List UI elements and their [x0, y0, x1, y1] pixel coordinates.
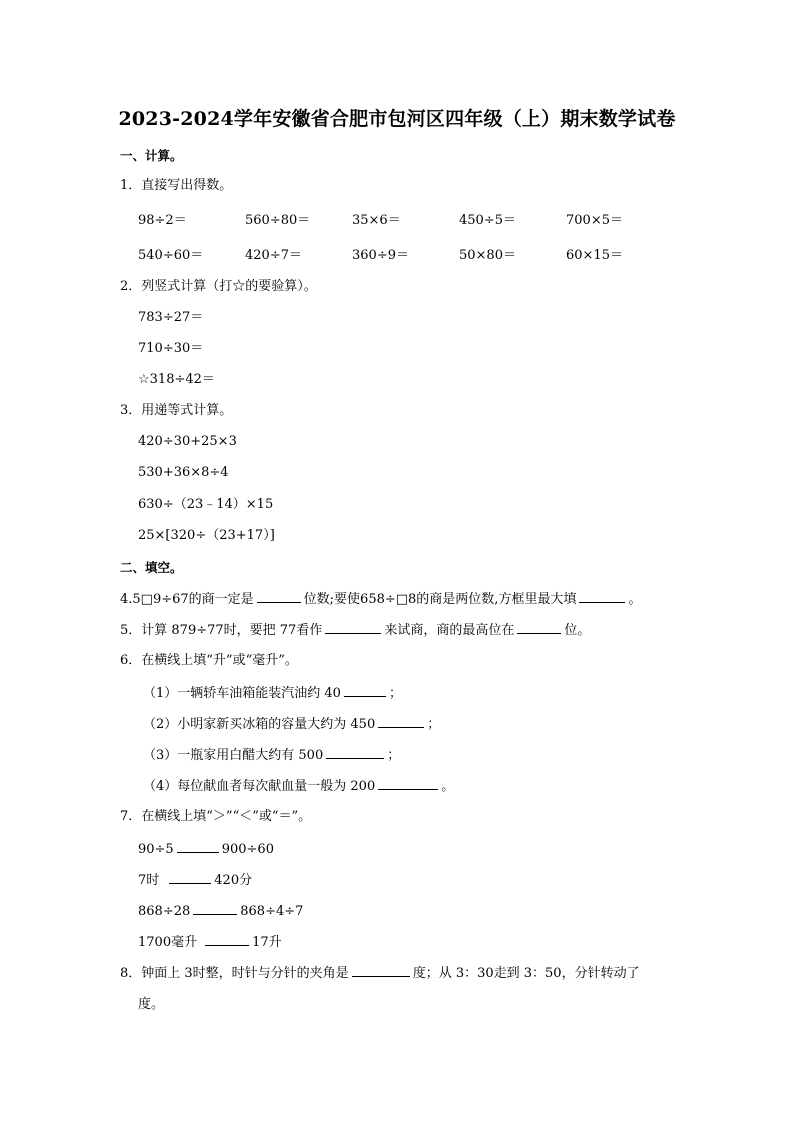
answer-blank[interactable]	[177, 840, 219, 853]
q7-right: 868÷4÷7	[240, 904, 304, 919]
answer-blank[interactable]	[344, 684, 386, 697]
answer-blank[interactable]	[257, 590, 301, 603]
q7-right: 900÷60	[221, 842, 274, 857]
q6-item-text: （2）小明家新买冰箱的容量大约为 450	[143, 717, 376, 732]
q7-right: 420分	[214, 873, 253, 888]
q1-item: 420÷7＝	[245, 248, 302, 263]
q7-item	[138, 902, 303, 921]
q6-item	[143, 777, 454, 796]
q7-left: 7时	[138, 873, 160, 888]
q1-item: 560÷80＝	[245, 213, 311, 228]
question-3-label: 3．用递等式计算。	[120, 403, 233, 418]
q1-item: 60×15＝	[566, 248, 623, 263]
answer-blank[interactable]	[193, 902, 237, 915]
q5-text-c: 位。	[564, 623, 591, 638]
question-6-label: 6．在横线上填“升”或“毫升”。	[120, 653, 298, 668]
answer-blank[interactable]	[169, 871, 211, 884]
q6-item-text: （4）每位献血者每次献血量一般为 200	[143, 779, 376, 794]
q6-item-text: （3）一瓶家用白醋大约有 500	[143, 748, 324, 763]
q1-item: 50×80＝	[459, 248, 516, 263]
q4-text-b: 位数;要使658÷□8的商是两位数,方框里最大填	[303, 592, 577, 607]
q8-continuation: 度。	[138, 997, 165, 1012]
question-4	[120, 590, 641, 609]
answer-blank[interactable]	[517, 621, 561, 634]
answer-blank[interactable]	[325, 621, 381, 634]
page-title: 2023-2024学年安徽省合肥市包河区四年级（上）期末数学试卷	[118, 108, 676, 130]
q2-item: ☆318÷42＝	[138, 372, 215, 387]
answer-blank[interactable]	[326, 746, 384, 759]
q4-text-c: 。	[628, 592, 642, 607]
section-heading-calc: 一、计算。	[120, 148, 183, 163]
q1-item: 98÷2＝	[138, 213, 187, 228]
q3-item: 530+36×8÷4	[138, 465, 229, 480]
q1-item: 540÷60＝	[138, 248, 204, 263]
q7-item	[138, 933, 282, 952]
q7-item	[138, 840, 274, 859]
question-5	[120, 621, 590, 640]
q8-text-a: 8．钟面上 3时整，时针与分针的夹角是	[120, 966, 349, 981]
q5-text-a: 5．计算 879÷77时，要把 77看作	[120, 623, 323, 638]
q7-item	[138, 871, 252, 890]
question-1-label: 1．直接写出得数。	[120, 178, 233, 193]
q6-item-end: ；	[427, 717, 441, 732]
q6-item	[143, 715, 440, 734]
q5-text-b: 来试商，商的最高位在	[384, 623, 515, 638]
q3-item: 630÷（23﹣14）×15	[138, 497, 274, 512]
answer-blank[interactable]	[378, 715, 424, 728]
answer-blank[interactable]	[205, 933, 249, 946]
question-7-label: 7．在横线上填“＞”“＜”或“＝”。	[120, 809, 312, 824]
q1-item: 700×5＝	[566, 213, 623, 228]
q6-item-end: ；	[387, 748, 401, 763]
q6-item	[143, 746, 400, 765]
q8-text-b: 度；从 3：30走到 3：50，分针转动了	[412, 966, 640, 981]
q3-item: 420÷30+25×3	[138, 434, 237, 449]
q6-item	[143, 684, 402, 703]
answer-blank[interactable]	[579, 590, 625, 603]
q7-left: 1700毫升	[138, 935, 198, 950]
q7-left: 90÷5	[138, 842, 174, 857]
q6-item-end: ；	[388, 686, 402, 701]
q7-right: 17升	[252, 935, 282, 950]
q2-item: 710÷30＝	[138, 341, 204, 356]
answer-blank[interactable]	[378, 777, 438, 790]
answer-blank[interactable]	[352, 964, 410, 977]
q4-text-a: 4.5□9÷67的商一定是	[120, 592, 254, 607]
q1-item: 35×6＝	[352, 213, 401, 228]
q1-item: 450÷5＝	[459, 213, 516, 228]
question-8	[120, 964, 640, 983]
q7-left: 868÷28	[138, 904, 191, 919]
q3-item: 25×[320÷（23+17）]	[138, 528, 275, 543]
section-heading-fill: 二、填空。	[120, 560, 183, 575]
q6-item-end: 。	[441, 779, 455, 794]
q2-item: 783÷27＝	[138, 310, 204, 325]
q6-item-text: （1）一辆轿车油箱能装汽油约 40	[143, 686, 341, 701]
question-2-label: 2．列竖式计算（打☆的要验算）。	[120, 279, 317, 294]
q1-item: 360÷9＝	[352, 248, 409, 263]
